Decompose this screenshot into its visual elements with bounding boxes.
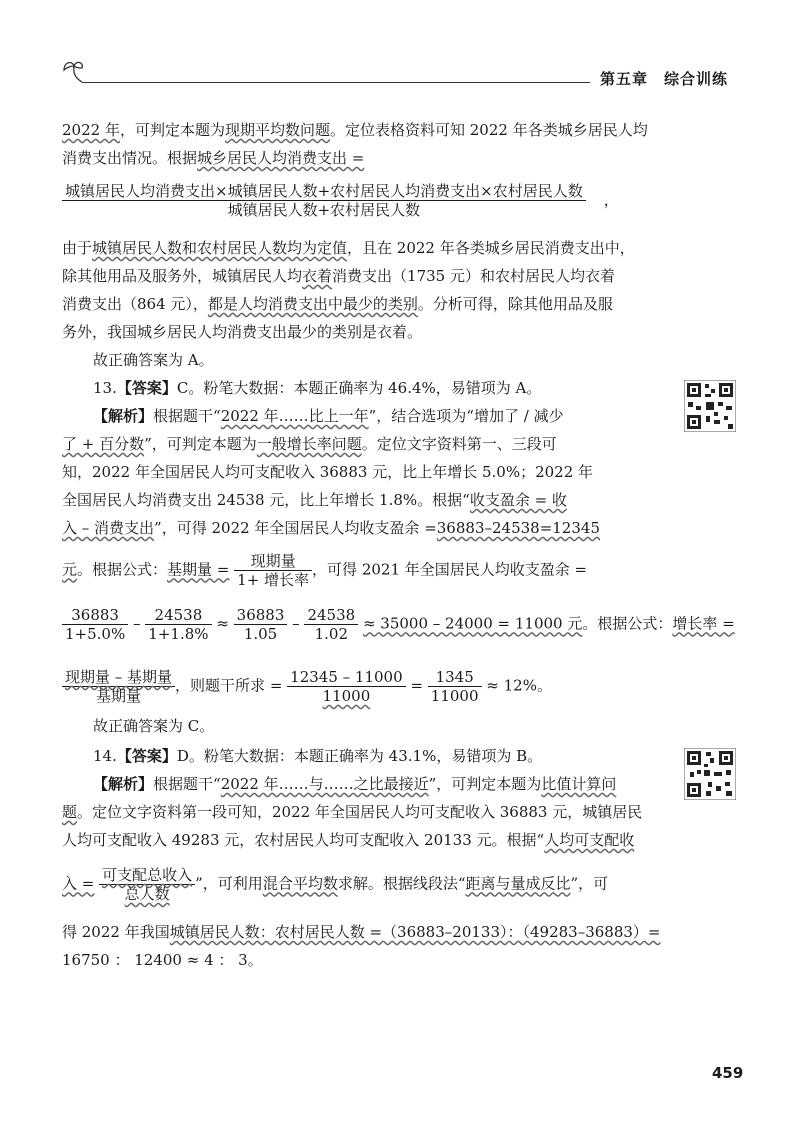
q13-exp-line-8: $\frac{\text{现期量 – 基期量}}{\text{基期量}}$ ，则题干所求 = $\frac{12345 - 11000}{11000}$ = $\frac{1345}{11000}$ ≈ 12%。 (62, 668, 552, 705)
q12-line-3: 由于城镇居民人数和农村居民人数均为定值，且在 2022 年各类城乡居民消费支出中， (62, 239, 635, 257)
q14-exp-line-1: 【解析】根据题干“2022 年……与……之比最接近”，可判定本题为比值计算问 (93, 775, 617, 793)
q13-exp-line-2: 了 + 百分数”，可判定本题为一般增长率问题。定位文字资料第一、三段可 (62, 435, 557, 453)
q13-exp-line-7: $\frac{36883}{1+5.0\%}$ – $\frac{24538}{1+1.8\%}$ ≈ $\frac{36883}{1.05}$ – $\frac{24538}{1.02}$ ≈ 35000 – 24000 = 11000 元。根据公式：增长率 = (62, 606, 735, 643)
base-period-formula-fraction: $\frac{\text{现期量}}{\text{1+ 增长率}}$ (234, 552, 312, 589)
q14-exp-line-3: 人均可支配收入 49283 元，农村居民人均可支配收入 20133 元。根据“人均可支配收 (62, 831, 635, 849)
qr-code-icon (684, 380, 736, 432)
q13-exp-line-5: 入 – 消费支出”，可得 2022 年全国居民人均收支盈余 =36883–24538=12345 (62, 519, 600, 537)
q12-line-2: 消费支出情况。根据城乡居民人均消费支出 = (62, 149, 365, 167)
q12-line-5: 消费支出（864 元），都是人均消费支出中最少的类别。分析可得，除其他用品及服 (62, 295, 613, 313)
q14-exp-line-2: 题。定位文字资料第一段可知，2022 年全国居民人均可支配收入 36883 元，城镇居民 (62, 803, 643, 821)
per-capita-income-fraction: $\frac{\text{可支配总收入}}{\text{总人数}}$ (99, 866, 195, 903)
q12-line-1: 2022 年，可判定本题为现期平均数问题。定位表格资料可知 2022 年各类城乡居民人均 (62, 121, 648, 139)
q14-answer-line: 14.【答案】D。粉笔大数据：本题正确率为 43.1%，易错项为 B。 (93, 747, 543, 765)
growth-rate-formula-fraction: $\frac{\text{现期量 – 基期量}}{\text{基期量}}$ (62, 668, 175, 705)
q14-exp-line-5: 得 2022 年我国城镇居民人数：农村居民人数 =（36883–20133）：（49283–36883）= (62, 923, 661, 941)
q12-line-6: 务外，我国城乡居民人均消费支出最少的类别是衣着。 (62, 323, 423, 341)
q14-exp-line-4: 入 = $\frac{\text{可支配总收入}}{\text{总人数}}$ ”，可利用混合平均数求解。根据线段法“距离与量成反比”，可 (62, 866, 609, 903)
qr-code-icon (684, 748, 736, 800)
chapter-title (600, 68, 728, 89)
q13-exp-line-6: 元。根据公式：基期量 = $\frac{\text{现期量}}{\text{1+ 增长率}}$ ，可得 2021 年全国居民人均收支盈余 = (62, 552, 588, 589)
q12-answer: 故正确答案为 A。 (93, 351, 214, 369)
q13-exp-line-3: 知，2022 年全国居民人均可支配收入 36883 元，比上年增长 5.0%；2022 年 (62, 463, 594, 481)
q13-answer: 故正确答案为 C。 (93, 717, 215, 735)
q12-formula: $\frac{\text{城镇居民人均消费支出×城镇居民人数+农村居民人均消费支出×农村居民人数}}{\text{城镇居民人数+农村居民人数}}$ ， (62, 182, 619, 219)
page-number: 459 (712, 1064, 744, 1082)
header-rule (82, 82, 590, 83)
chapter-number: 第五章 (600, 70, 649, 88)
q13-exp-line-4: 全国居民人均消费支出 24538 元，比上年增长 1.8%。根据“收支盈余 = 收 (62, 491, 567, 509)
q14-exp-line-6: 16750 ： 12400 ≈ 4 ： 3。 (62, 951, 263, 969)
q13-exp-line-1: 【解析】根据题干“2022 年……比上一年”，结合选项为“增加了 / 减少 (93, 407, 564, 425)
weighted-average-fraction: $\frac{\text{城镇居民人均消费支出×城镇居民人数+农村居民人均消费支出×农村居民人数}}{\text{城镇居民人数+农村居民人数}}$ (62, 182, 586, 219)
section-title: 综合训练 (664, 70, 729, 88)
q13-answer-line: 13.【答案】C。粉笔大数据：本题正确率为 46.4%，易错项为 A。 (93, 379, 542, 397)
q12-line-4: 除其他用品及服务外，城镇居民人均衣着消费支出（1735 元）和农村居民人均衣着 (62, 267, 615, 285)
